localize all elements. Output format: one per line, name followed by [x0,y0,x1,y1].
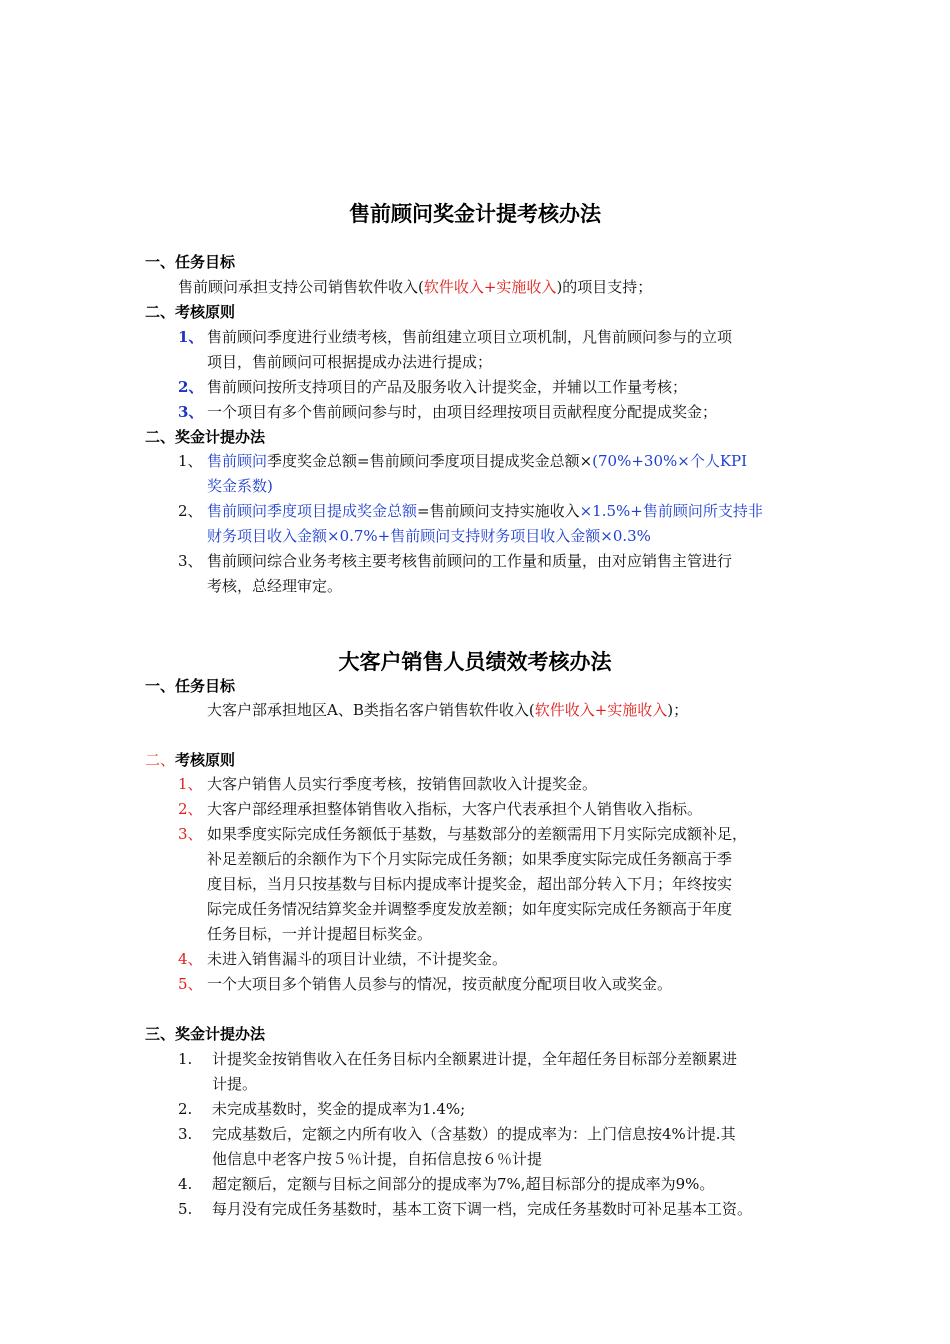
doc2-s2-item2-num: 2、 [178,800,203,818]
doc1-s2-heading: 二、考核原则 [145,303,236,321]
doc2-s3-item3-line1: 完成基数后，定额之内所有收入（含基数）的提成率为：上门信息按4%计提.其 [212,1125,736,1143]
doc2-s3-item1-num: 1. [178,1050,193,1068]
doc2-s3-heading: 三、奖金计提办法 [145,1025,266,1043]
doc1-s1-heading: 一、任务目标 [145,253,236,271]
doc2-s3-item5-num: 5. [178,1200,193,1218]
doc1-s3-item3-line2: 考核，总经理审定。 [207,577,343,595]
doc1-s3-item1-line2: 奖金系数) [207,477,273,495]
doc2-s2-item1-line1: 大客户销售人员实行季度考核，按销售回款收入计提奖金。 [207,775,598,793]
doc2-s2-item4-line1: 未进入销售漏斗的项目计业绩，不计提奖金。 [207,950,508,968]
doc1-s3-heading: 二、奖金计提办法 [145,428,266,446]
doc2-s3-item4-line1: 超定额后，定额与目标之间部分的提成率为7%,超目标部分的提成率为9%。 [212,1175,715,1193]
doc1-s2-item1-line1: 售前顾问季度进行业绩考核，售前组建立项目立项机制，凡售前顾问参与的立项 [207,328,733,346]
doc2-s3-item3-num: 3. [178,1125,193,1143]
doc1-title: 售前顾问奖金计提考核办法 [349,202,601,226]
doc2-s3-item5-line1: 每月没有完成任务基数时，基本工资下调一档，完成任务基数时可补足基本工资。 [212,1200,753,1218]
doc1-s3-item3-num: 3、 [178,552,203,570]
doc2-s2-item5-line1: 一个大项目多个销售人员参与的情况，按贡献度分配项目收入或奖金。 [207,975,673,993]
doc2-s2-item3-line1: 如果季度实际完成任务额低于基数，与基数部分的差额需用下月实际完成额补足， [207,825,748,843]
doc1-s1-text: 售前顾问承担支持公司销售软件收入(软件收入+实施收入)的项目支持； [178,278,653,296]
doc2-s3-item4-num: 4. [178,1175,193,1193]
doc2-s3-item2-line1: 未完成基数时，奖金的提成率为1.4%; [212,1100,466,1118]
doc1-s2-item2-line1: 售前顾问按所支持项目的产品及服务收入计提奖金，并辅以工作量考核； [207,378,688,396]
doc2-s1-text: 大客户部承担地区A、B类指名客户销售软件收入(软件收入+实施收入)； [207,701,689,719]
doc2-s2-item5-num: 5、 [178,975,203,993]
doc2-s2-item3-line4: 际完成任务情况结算奖金并调整季度发放差额；如年度实际完成任务额高于年度 [207,900,733,918]
doc2-s2-item3-num: 3、 [178,825,203,843]
doc1-s3-item1-num: 1、 [178,452,203,470]
doc2-s3-item3-line2: 他信息中老客户按５％计提，自拓信息按６％计提 [212,1150,543,1168]
doc2-s2-item3-line2: 补足差额后的余额作为下个月实际完成任务额；如果季度实际完成任务额高于季 [207,850,733,868]
doc2-s3-item1-line2: 计提。 [212,1075,258,1093]
doc1-s2-item3-num: 3、 [178,403,204,421]
doc1-s2-item1-num: 1、 [178,328,204,346]
doc1-s2-item3-line1: 一个项目有多个售前顾问参与时，由项目经理按项目贡献程度分配提成奖金； [207,403,718,421]
doc2-title: 大客户销售人员绩效考核办法 [338,650,612,674]
doc1-s2-item2-num: 2、 [178,378,204,396]
doc2-s1-heading: 一、任务目标 [145,677,236,695]
doc1-s3-item2-line2: 财务项目收入金额×0.7%+售前顾问支持财务项目收入金额×0.3% [207,527,651,545]
doc2-s2-item2-line1: 大客户部经理承担整体销售收入指标，大客户代表承担个人销售收入指标。 [207,800,703,818]
doc2-s2-item4-num: 4、 [178,950,203,968]
doc2-s2-item3-line3: 度目标，当月只按基数与目标内提成率计提奖金，超出部分转入下月；年终按实 [207,875,733,893]
doc1-s3-item2-num: 2、 [178,502,203,520]
doc2-s2-item1-num: 1、 [178,775,203,793]
doc1-s3-item2-line1: 售前顾问季度项目提成奖金总额=售前顾问支持实施收入×1.5%+售前顾问所支持非 [207,502,763,520]
doc2-s2-heading: 二、考核原则 [145,751,236,769]
doc2-s2-item3-line5: 任务目标，一并计提超目标奖金。 [207,925,433,943]
doc1-s2-item1-line2: 项目，售前顾问可根据提成办法进行提成； [207,353,493,371]
doc1-s3-item3-line1: 售前顾问综合业务考核主要考核售前顾问的工作量和质量，由对应销售主管进行 [207,552,733,570]
doc1-s3-item1-line1: 售前顾问季度奖金总额=售前顾问季度项目提成奖金总额×(70%+30%×个人KPI [207,452,748,470]
doc2-s3-item2-num: 2. [178,1100,193,1118]
doc2-s3-item1-line1: 计提奖金按销售收入在任务目标内全额累进计提，全年超任务目标部分差额累进 [212,1050,738,1068]
